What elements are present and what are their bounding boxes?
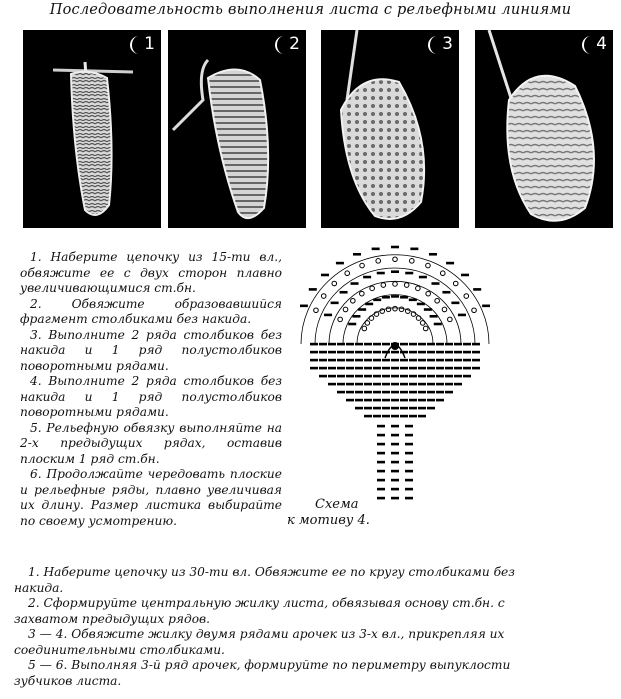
stitch-symbol	[346, 399, 354, 402]
stitch-symbol	[391, 434, 399, 437]
stitch-symbol	[451, 302, 459, 305]
stitch-symbol	[400, 399, 408, 402]
chain-symbol	[442, 307, 447, 312]
stitch-symbol	[328, 359, 336, 362]
stitch-symbol	[405, 497, 413, 500]
stitch-symbol	[346, 351, 354, 354]
stitch-symbol	[445, 375, 453, 378]
stitch-symbol	[409, 391, 417, 394]
stitch-symbol	[436, 399, 444, 402]
stitch-symbol	[391, 359, 399, 362]
chain-symbol	[393, 257, 398, 262]
stitch-symbol	[418, 415, 426, 418]
stitch-symbol	[336, 262, 344, 265]
stitch-symbol	[409, 383, 417, 386]
stitch-symbol	[364, 415, 372, 418]
stitch-symbol	[410, 248, 418, 251]
chain-symbol	[343, 307, 348, 312]
stitch-symbol	[400, 391, 408, 394]
stitch-symbol	[319, 367, 327, 370]
stitch-symbol	[427, 367, 435, 370]
stitch-symbol	[482, 305, 490, 308]
instruction-step: 5. Рельефную обвязку выполняйте на 2-х предыдущих рядах, оставив плоским 1 ряд ст.бн.	[20, 420, 282, 466]
stitch-symbol	[405, 470, 413, 473]
center-dot	[391, 342, 399, 350]
stitch-symbol	[409, 407, 417, 410]
chain-symbol	[314, 308, 319, 313]
stitch-symbol	[373, 343, 381, 346]
instruction-step: 3. Выполните 2 ряда столбиков без накида и 1 ряд полустолбиков поворотными рядами.	[20, 327, 282, 373]
chain-symbol	[423, 326, 428, 331]
stitch-symbol	[373, 383, 381, 386]
step-photo-1	[23, 30, 161, 228]
stitch-symbol	[446, 262, 454, 265]
stitch-symbol	[337, 391, 345, 394]
stitch-symbol	[400, 415, 408, 418]
stitch-symbol	[445, 343, 453, 346]
knitted-leaf-image	[475, 30, 613, 228]
instruction-step: 3 — 4. Обвяжите жилку двумя рядами арочек из 3-х вл., прикрепляя их соединительными столбиками.	[14, 627, 505, 657]
instruction-step: 1. Наберите цепочку из 30-ти вл. Обвяжите ее по кругу столбиками без накида.	[14, 565, 515, 595]
stitch-symbol	[346, 383, 354, 386]
stitch-symbol	[328, 351, 336, 354]
page-title: Последовательность выполнения листа с рельефными линиями	[49, 2, 572, 18]
stitch-symbol	[382, 391, 390, 394]
stitch-symbol	[348, 323, 356, 326]
stitch-symbol	[418, 375, 426, 378]
chain-symbol	[332, 281, 337, 286]
stitch-symbol	[355, 343, 363, 346]
stitch-symbol	[377, 479, 385, 482]
stitch-symbol	[436, 359, 444, 362]
chain-symbol	[399, 307, 404, 312]
stitch-symbol	[310, 351, 318, 354]
stitch-symbol	[418, 343, 426, 346]
stitch-symbol	[463, 343, 471, 346]
stitch-symbol	[409, 343, 417, 346]
stitch-symbol	[328, 375, 336, 378]
stitch-symbol	[364, 375, 372, 378]
schema-caption	[287, 497, 370, 529]
stitch-symbol	[400, 343, 408, 346]
stitch-symbol	[346, 343, 354, 346]
stitch-symbol	[445, 391, 453, 394]
stitch-symbol	[382, 359, 390, 362]
stitch-symbol	[310, 359, 318, 362]
stitch-symbol	[391, 391, 399, 394]
crochet-schema-diagram	[300, 240, 490, 505]
instruction-step: 6. Продолжайте чередовать плоские и рельефные ряды, плавно увеличивая их длину. Размер листика выбирайте по своему усмотрению.	[20, 467, 282, 528]
stitch-symbol	[472, 367, 480, 370]
chain-symbol	[376, 259, 381, 264]
stitch-symbol	[355, 399, 363, 402]
chain-symbol	[426, 263, 431, 268]
stitch-symbol	[434, 323, 442, 326]
stitch-symbol	[337, 351, 345, 354]
stitch-symbol	[391, 367, 399, 370]
stitch-symbol	[405, 479, 413, 482]
stitch-symbol	[364, 359, 372, 362]
stitch-symbol	[409, 351, 417, 354]
instruction-step: 2. Сформируйте центральную жилку листа, обвязывая основу ст.бн. с захватом предыдущих рядов.	[14, 596, 505, 626]
stitch-symbol	[430, 315, 438, 318]
stitch-symbol	[391, 246, 399, 249]
stitch-symbol	[340, 291, 348, 294]
stitch-symbol	[409, 367, 417, 370]
chain-symbol	[351, 298, 356, 303]
stitch-symbol	[321, 274, 329, 277]
stitch-symbol	[405, 434, 413, 437]
stitch-symbol	[431, 282, 439, 285]
step-number: 2	[289, 34, 300, 54]
stitch-symbol	[442, 291, 450, 294]
stitch-symbol	[373, 375, 381, 378]
chain-symbol	[426, 291, 431, 296]
chain-symbol	[440, 271, 445, 276]
stitch-symbol	[391, 497, 399, 500]
stitch-symbol	[405, 443, 413, 446]
stitch-symbol	[337, 383, 345, 386]
stitch-symbol	[337, 343, 345, 346]
stitch-symbol	[463, 359, 471, 362]
stitch-symbol	[382, 383, 390, 386]
chain-symbol	[464, 294, 469, 299]
stitch-symbol	[355, 391, 363, 394]
stitch-symbol	[346, 375, 354, 378]
stitch-symbol	[400, 296, 408, 299]
chain-symbol	[404, 283, 409, 288]
stitch-symbol	[364, 399, 372, 402]
step-badge	[425, 34, 455, 58]
stitch-symbol	[405, 425, 413, 428]
stitch-symbol	[405, 452, 413, 455]
stitch-symbol	[391, 399, 399, 402]
stitch-symbol	[463, 367, 471, 370]
moon-icon	[579, 35, 597, 55]
stitch-symbol	[427, 351, 435, 354]
stitch-symbol	[445, 367, 453, 370]
stitch-symbol	[454, 367, 462, 370]
step-number: 3	[442, 34, 453, 54]
chain-symbol	[360, 263, 365, 268]
stitch-symbol	[454, 383, 462, 386]
step-photo-2	[168, 30, 306, 228]
stitch-symbol	[391, 479, 399, 482]
stitch-symbol	[377, 497, 385, 500]
stitch-symbol	[373, 391, 381, 394]
stitch-symbol	[355, 359, 363, 362]
stitch-symbol	[418, 367, 426, 370]
stitch-symbol	[427, 391, 435, 394]
chain-symbol	[345, 271, 350, 276]
stitch-symbol	[391, 443, 399, 446]
stitch-symbol	[400, 407, 408, 410]
stitch-symbol	[427, 399, 435, 402]
stitch-symbol	[351, 282, 359, 285]
stitch-symbol	[319, 343, 327, 346]
stitch-symbol	[355, 407, 363, 410]
schema-caption-line2: к мотиву 4.	[287, 513, 370, 528]
knitted-leaf-image	[23, 30, 161, 228]
step-photo-3	[321, 30, 459, 228]
stitch-symbol	[391, 415, 399, 418]
stitch-symbol	[373, 367, 381, 370]
stitch-symbol	[391, 461, 399, 464]
stitch-symbol	[310, 343, 318, 346]
stitch-symbol	[427, 407, 435, 410]
stitch-symbol	[400, 375, 408, 378]
stitch-symbol	[418, 407, 426, 410]
stitch-symbol	[377, 470, 385, 473]
stitch-symbol	[418, 383, 426, 386]
knitted-leaf-image	[168, 30, 306, 228]
stitch-symbol	[377, 443, 385, 446]
chain-symbol	[472, 308, 477, 313]
stitch-symbol	[355, 383, 363, 386]
chain-symbol	[381, 283, 386, 288]
stitch-symbol	[405, 461, 413, 464]
chain-symbol	[453, 281, 458, 286]
stitch-symbol	[445, 359, 453, 362]
stitch-symbol	[382, 367, 390, 370]
stitch-symbol	[472, 351, 480, 354]
stitch-symbol	[409, 415, 417, 418]
stitch-symbol	[427, 383, 435, 386]
stitch-symbol	[391, 470, 399, 473]
stitch-symbol	[405, 488, 413, 491]
stitch-symbol	[445, 383, 453, 386]
stitch-symbol	[337, 375, 345, 378]
chain-symbol	[321, 294, 326, 299]
stitch-symbol	[328, 383, 336, 386]
stitch-symbol	[346, 391, 354, 394]
instruction-step: 2. Обвяжите образовавшийся фрагмент столбиками без накида.	[20, 296, 282, 326]
stitch-symbol	[454, 351, 462, 354]
stitch-symbol	[391, 351, 399, 354]
stitch-symbol	[436, 343, 444, 346]
stitch-symbol	[463, 351, 471, 354]
stitch-symbol	[300, 305, 308, 308]
stitch-symbol	[324, 314, 332, 317]
step-number: 4	[596, 34, 607, 54]
step-number: 1	[144, 34, 155, 54]
chain-symbol	[338, 317, 343, 322]
chain-symbol	[393, 306, 398, 311]
stitch-symbol	[358, 308, 366, 311]
stitch-symbol	[382, 407, 390, 410]
stitch-symbol	[377, 272, 385, 275]
stitch-symbol	[353, 253, 361, 256]
stitch-symbol	[391, 375, 399, 378]
stitch-symbol	[473, 288, 481, 291]
stitch-symbol	[373, 359, 381, 362]
stitch-symbol	[418, 359, 426, 362]
stitch-symbol	[364, 391, 372, 394]
stitch-symbol	[454, 375, 462, 378]
stitch-symbol	[352, 315, 360, 318]
chain-symbol	[360, 291, 365, 296]
stitch-symbol	[427, 375, 435, 378]
stitch-symbol	[382, 399, 390, 402]
stitch-symbol	[364, 383, 372, 386]
stitch-symbol	[424, 308, 432, 311]
schema-symbols	[300, 246, 490, 500]
stitch-symbol	[363, 276, 371, 279]
stitch-symbol	[382, 415, 390, 418]
stitch-symbol	[373, 399, 381, 402]
chain-symbol	[370, 286, 375, 291]
stitch-symbol	[377, 434, 385, 437]
stitch-symbol	[373, 351, 381, 354]
stitch-symbol	[418, 351, 426, 354]
schema-caption-line1: Схема	[315, 497, 359, 512]
knitted-leaf-image	[321, 30, 459, 228]
chain-symbol	[435, 298, 440, 303]
chain-symbol	[410, 259, 415, 264]
stitch-symbol	[309, 288, 317, 291]
stitch-symbol	[458, 314, 466, 317]
arch-line	[357, 308, 433, 344]
stitch-symbol	[391, 488, 399, 491]
stitch-symbol	[391, 295, 399, 298]
stitch-symbol	[373, 415, 381, 418]
stitch-symbol	[382, 375, 390, 378]
arch-line	[343, 295, 447, 344]
stitch-symbol	[400, 383, 408, 386]
stitch-symbol	[436, 351, 444, 354]
stitch-symbol	[391, 383, 399, 386]
stitch-symbol	[436, 367, 444, 370]
stitch-symbol	[400, 359, 408, 362]
stitch-symbol	[445, 351, 453, 354]
step-badge	[272, 34, 302, 58]
stitch-symbol	[310, 367, 318, 370]
stitch-symbol	[463, 375, 471, 378]
stitch-symbol	[418, 391, 426, 394]
stitch-symbol	[405, 272, 413, 275]
stitch-symbol	[355, 367, 363, 370]
stitch-symbol	[372, 248, 380, 251]
stitch-symbol	[364, 343, 372, 346]
step-photo-4	[475, 30, 613, 228]
stitch-symbol	[382, 343, 390, 346]
stitch-symbol	[319, 359, 327, 362]
stitch-symbol	[409, 359, 417, 362]
stitch-symbol	[427, 359, 435, 362]
stitch-symbol	[436, 375, 444, 378]
stitch-symbol	[346, 367, 354, 370]
stitch-symbol	[337, 359, 345, 362]
chain-symbol	[362, 326, 367, 331]
step-badge	[127, 34, 157, 58]
stitch-symbol	[319, 351, 327, 354]
stitch-symbol	[409, 399, 417, 402]
stitch-symbol	[419, 276, 427, 279]
moon-icon	[127, 35, 145, 55]
stitch-symbol	[429, 253, 437, 256]
arch-line	[329, 281, 461, 344]
stitch-symbol	[391, 407, 399, 410]
stitch-symbol	[355, 351, 363, 354]
instruction-step: 1. Наберите цепочку из 15-ти вл., обвяжите ее с двух сторон плавно увеличивающимися ст.бн.	[20, 250, 282, 295]
stitch-symbol	[382, 296, 390, 299]
stitch-symbol	[418, 399, 426, 402]
instructions-motif-4	[20, 250, 282, 529]
stitch-symbol	[364, 407, 372, 410]
stitch-symbol	[377, 425, 385, 428]
stitch-symbol	[319, 375, 327, 378]
stitch-symbol	[331, 302, 339, 305]
stitch-symbol	[461, 274, 469, 277]
stitch-symbol	[436, 383, 444, 386]
stitch-symbol	[377, 488, 385, 491]
moon-icon	[272, 35, 290, 55]
stitch-symbol	[400, 367, 408, 370]
stitch-symbol	[436, 391, 444, 394]
instruction-step: 5 — 6. Выполняя 3-й ряд арочек, формируйте по периметру выпуклости зубчиков листа.	[14, 658, 511, 688]
stitch-symbol	[391, 270, 399, 273]
stitch-symbol	[364, 367, 372, 370]
instructions-leaf-2	[14, 565, 534, 689]
stitch-symbol	[364, 351, 372, 354]
chain-symbol	[448, 317, 453, 322]
stitch-symbol	[454, 359, 462, 362]
stitch-symbol	[373, 407, 381, 410]
stitch-symbol	[377, 452, 385, 455]
stitch-symbol	[355, 375, 363, 378]
stitch-symbol	[328, 367, 336, 370]
step-badge	[579, 34, 609, 58]
moon-icon	[425, 35, 443, 55]
stitch-symbol	[472, 359, 480, 362]
stitch-symbol	[346, 359, 354, 362]
chain-symbol	[393, 282, 398, 287]
stitch-symbol	[377, 461, 385, 464]
chain-symbol	[386, 307, 391, 312]
chain-symbol	[416, 286, 421, 291]
stitch-symbol	[391, 425, 399, 428]
stitch-symbol	[427, 343, 435, 346]
instruction-step: 4. Выполните 2 ряда столбиков без накида и 1 ряд полустолбиков поворотными рядами.	[20, 374, 282, 419]
stitch-symbol	[391, 452, 399, 455]
stitch-symbol	[409, 375, 417, 378]
stitch-symbol	[472, 343, 480, 346]
stitch-symbol	[337, 367, 345, 370]
